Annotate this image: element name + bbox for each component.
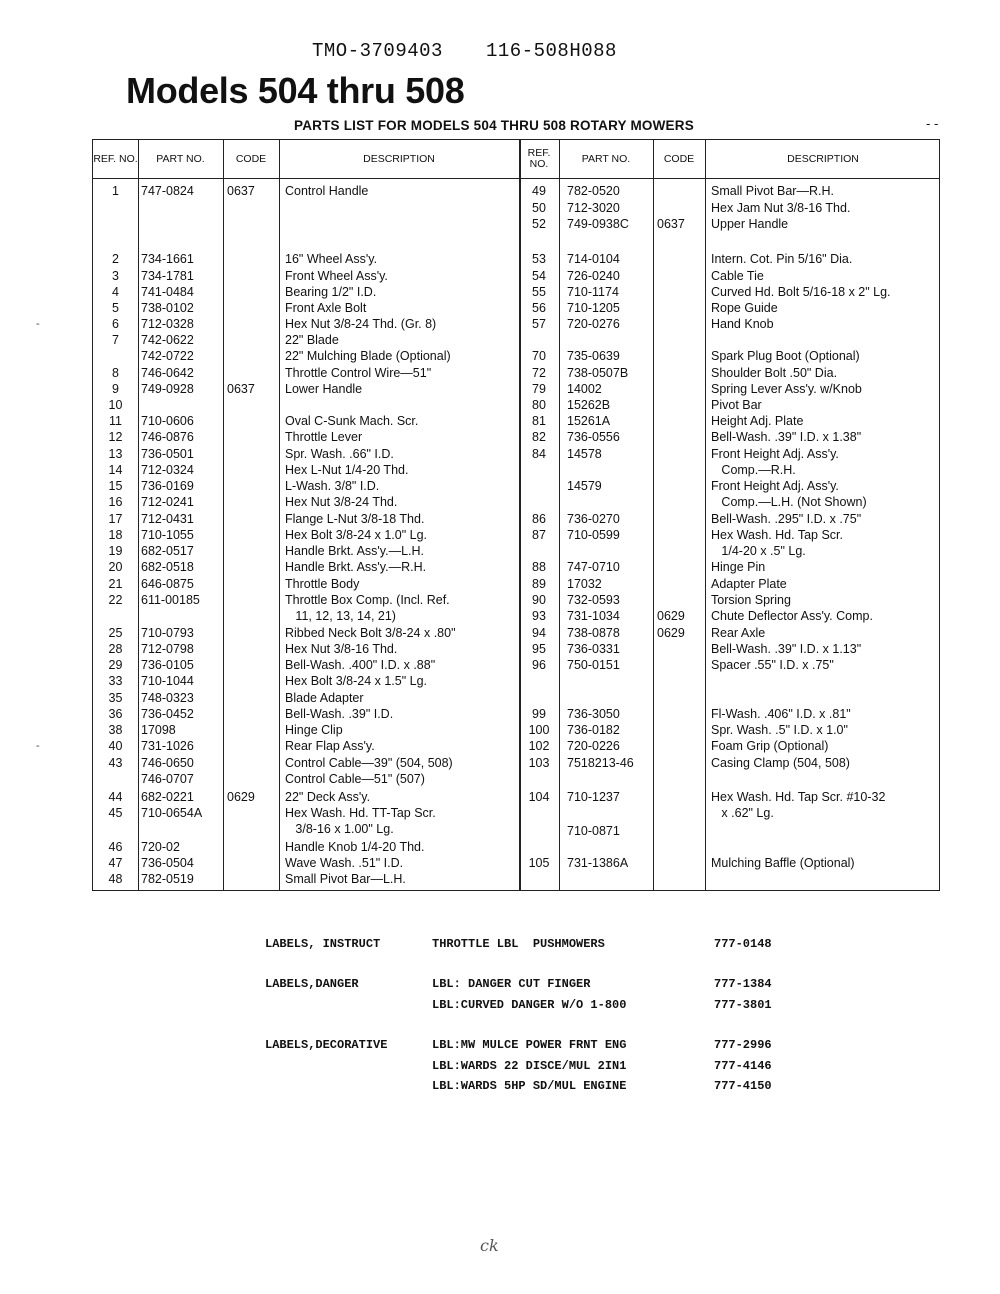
- description-cell: Hex Nut 3/8-16 Thd.: [285, 642, 398, 656]
- part-number-cell: 750-0151: [567, 658, 620, 672]
- part-number-cell: 710-1055: [141, 528, 194, 542]
- description-cell: Bell-Wash. .39" I.D.: [285, 707, 394, 721]
- label-description: LBL: DANGER CUT FINGER: [432, 977, 591, 991]
- description-cell: Small Pivot Bar—L.H.: [285, 872, 406, 886]
- description-cell: Bell-Wash. .39" I.D. x 1.38": [711, 430, 862, 444]
- ref-number-cell: 21: [108, 577, 123, 591]
- part-number-cell: 735-0639: [567, 349, 620, 363]
- description-cell: Intern. Cot. Pin 5/16" Dia.: [711, 252, 853, 266]
- description-cell: Small Pivot Bar—R.H.: [711, 184, 834, 198]
- ref-number-cell: 47: [108, 856, 123, 870]
- part-number-cell: 710-0606: [141, 414, 194, 428]
- part-number-cell: 15262B: [567, 398, 611, 412]
- description-cell: Hex Wash. Hd. TT-Tap Scr.: [285, 806, 436, 820]
- description-cell: x .62" Lg.: [711, 806, 774, 820]
- ref-number-cell: 14: [108, 463, 123, 477]
- ref-number-cell: 5: [112, 301, 119, 315]
- part-number-cell: 736-0105: [141, 658, 194, 672]
- part-number-cell: 736-0556: [567, 430, 620, 444]
- description-cell: Casing Clamp (504, 508): [711, 756, 850, 770]
- part-number-cell: 731-1034: [567, 609, 620, 623]
- ref-number-cell: 1: [112, 184, 119, 198]
- ref-number-cell: 16: [108, 495, 123, 509]
- column-divider: [223, 140, 224, 890]
- label-category: LABELS,DECORATIVE: [265, 1038, 388, 1052]
- label-description: LBL:WARDS 22 DISCE/MUL 2IN1: [432, 1059, 627, 1073]
- part-number-cell: 747-0824: [141, 184, 194, 198]
- ref-number-cell: 80: [532, 398, 546, 412]
- description-cell: Torsion Spring: [711, 593, 791, 607]
- column-divider: [653, 140, 654, 890]
- part-number-cell: 736-0270: [567, 512, 620, 526]
- code-cell: 0629: [227, 790, 255, 804]
- part-number-cell: 748-0323: [141, 691, 194, 705]
- label-description: THROTTLE LBL PUSHMOWERS: [432, 937, 605, 951]
- description-cell: Comp.—L.H. (Not Shown): [711, 495, 867, 509]
- ref-number-cell: 79: [532, 382, 546, 396]
- description-cell: Fl-Wash. .406" I.D. x .81": [711, 707, 851, 721]
- part-number-cell: 14002: [567, 382, 602, 396]
- description-cell: 22" Deck Ass'y.: [285, 790, 371, 804]
- label-part-number: 777-0148: [714, 937, 772, 951]
- ref-number-cell: 43: [108, 756, 123, 770]
- part-number-cell: 736-0169: [141, 479, 194, 493]
- part-number-cell: 682-0518: [141, 560, 194, 574]
- ref-number-cell: 36: [108, 707, 123, 721]
- part-number-cell: 710-1237: [567, 790, 620, 804]
- part-number-cell: 738-0878: [567, 626, 620, 640]
- label-part-number: 777-4146: [714, 1059, 772, 1073]
- column-header-part-no: PART NO.: [581, 152, 631, 165]
- part-number-cell: 714-0104: [567, 252, 620, 266]
- part-number-cell: 738-0102: [141, 301, 194, 315]
- ref-number-cell: 94: [532, 626, 546, 640]
- ref-number-cell: 10: [108, 398, 123, 412]
- part-number-cell: 720-0276: [567, 317, 620, 331]
- description-cell: Hex Nut 3/8-24 Thd. (Gr. 8): [285, 317, 437, 331]
- ref-number-cell: 105: [528, 856, 550, 870]
- ref-number-cell: 89: [532, 577, 546, 591]
- description-cell: Rear Axle: [711, 626, 766, 640]
- description-cell: Upper Handle: [711, 217, 789, 231]
- part-number-cell: 15261A: [567, 414, 611, 428]
- column-divider: [559, 140, 560, 890]
- ref-number-cell: 81: [532, 414, 546, 428]
- label-description: LBL:WARDS 5HP SD/MUL ENGINE: [432, 1079, 627, 1093]
- part-number-cell: 726-0240: [567, 269, 620, 283]
- part-number-cell: 712-0241: [141, 495, 194, 509]
- ref-number-cell: 55: [532, 285, 546, 299]
- description-cell: Hinge Clip: [285, 723, 343, 737]
- ref-number-cell: 70: [532, 349, 546, 363]
- description-cell: L-Wash. 3/8" I.D.: [285, 479, 380, 493]
- part-number-cell: 7518213-46: [567, 756, 634, 770]
- ref-number-cell: 8: [112, 366, 119, 380]
- description-cell: Hand Knob: [711, 317, 774, 331]
- label-description: LBL:CURVED DANGER W/O 1-800: [432, 998, 627, 1012]
- ref-number-cell: 95: [532, 642, 546, 656]
- ref-number-cell: 72: [532, 366, 546, 380]
- part-number-cell: 741-0484: [141, 285, 194, 299]
- description-cell: Hex L-Nut 1/4-20 Thd.: [285, 463, 409, 477]
- ref-number-cell: 54: [532, 269, 546, 283]
- description-cell: Shoulder Bolt .50" Dia.: [711, 366, 838, 380]
- description-cell: Rear Flap Ass'y.: [285, 739, 375, 753]
- ref-number-cell: 12: [108, 430, 123, 444]
- label-part-number: 777-4150: [714, 1079, 772, 1093]
- ref-number-cell: 93: [532, 609, 546, 623]
- part-number-cell: 17098: [141, 723, 176, 737]
- description-cell: Hinge Pin: [711, 560, 766, 574]
- part-number-cell: 712-3020: [567, 201, 620, 215]
- column-divider: [279, 140, 280, 890]
- description-cell: Throttle Control Wire—51": [285, 366, 432, 380]
- part-number-cell: 611-00185: [141, 593, 200, 607]
- part-number-cell: 736-0501: [141, 447, 194, 461]
- ref-number-cell: 46: [108, 840, 123, 854]
- ref-number-cell: 18: [108, 528, 123, 542]
- description-cell: Handle Brkt. Ass'y.—L.H.: [285, 544, 425, 558]
- margin-tick: -: [36, 318, 40, 330]
- part-number-cell: 749-0938C: [567, 217, 629, 231]
- ref-number-cell: 2: [112, 252, 119, 266]
- description-cell: Ribbed Neck Bolt 3/8-24 x .80": [285, 626, 456, 640]
- ref-number-cell: 45: [108, 806, 123, 820]
- description-cell: Bearing 1/2" I.D.: [285, 285, 377, 299]
- part-number-cell: 646-0875: [141, 577, 194, 591]
- part-number-cell: 782-0520: [567, 184, 620, 198]
- description-cell: Spark Plug Boot (Optional): [711, 349, 860, 363]
- description-cell: Handle Knob 1/4-20 Thd.: [285, 840, 425, 854]
- ref-number-cell: 84: [532, 447, 546, 461]
- part-number-cell: 712-0328: [141, 317, 194, 331]
- ref-number-cell: 88: [532, 560, 546, 574]
- description-cell: Cable Tie: [711, 269, 764, 283]
- description-cell: Spacer .55" I.D. x .75": [711, 658, 834, 672]
- description-cell: Hex Nut 3/8-24 Thd.: [285, 495, 398, 509]
- description-cell: Control Handle: [285, 184, 369, 198]
- description-cell: Throttle Lever: [285, 430, 363, 444]
- part-number-cell: 712-0798: [141, 642, 194, 656]
- ref-number-cell: 100: [528, 723, 550, 737]
- ref-number-cell: 15: [108, 479, 123, 493]
- ref-number-cell: 11: [109, 414, 122, 428]
- part-number-cell: 14578: [567, 447, 602, 461]
- ref-number-cell: 9: [112, 382, 119, 396]
- part-number-cell: 746-0707: [141, 772, 194, 786]
- part-number-cell: 736-3050: [567, 707, 620, 721]
- description-cell: Throttle Box Comp. (Incl. Ref.: [285, 593, 450, 607]
- column-header-ref-no: REF. NO.: [527, 147, 551, 170]
- description-cell: Bell-Wash. .39" I.D. x 1.13": [711, 642, 862, 656]
- description-cell: Hex Wash. Hd. Tap Scr.: [711, 528, 843, 542]
- part-number-cell: 746-0642: [141, 366, 194, 380]
- ref-number-cell: 102: [528, 739, 550, 753]
- part-number-cell: 736-0452: [141, 707, 194, 721]
- label-part-number: 777-2996: [714, 1038, 772, 1052]
- part-number-cell: 710-0654A: [141, 806, 203, 820]
- ref-number-cell: 87: [532, 528, 546, 542]
- ref-number-cell: 35: [108, 691, 123, 705]
- ref-number-cell: 7: [112, 333, 119, 347]
- part-number-cell: 720-02: [141, 840, 180, 854]
- ref-number-cell: 50: [532, 201, 546, 215]
- description-cell: Chute Deflector Ass'y. Comp.: [711, 609, 873, 623]
- description-cell: Pivot Bar: [711, 398, 762, 412]
- ref-number-cell: 40: [108, 739, 123, 753]
- description-cell: Mulching Baffle (Optional): [711, 856, 855, 870]
- label-part-number: 777-1384: [714, 977, 772, 991]
- description-cell: Comp.—R.H.: [711, 463, 796, 477]
- ref-number-cell: 25: [108, 626, 123, 640]
- part-number-cell: 747-0710: [567, 560, 620, 574]
- ref-number-cell: 86: [532, 512, 546, 526]
- part-number-cell: 731-1026: [141, 739, 194, 753]
- code-cell: 0637: [657, 217, 685, 231]
- part-number-cell: 17032: [567, 577, 602, 591]
- ref-number-cell: 57: [532, 317, 546, 331]
- part-number-cell: 710-0793: [141, 626, 194, 640]
- description-cell: Blade Adapter: [285, 691, 364, 705]
- part-number-cell: 742-0722: [141, 349, 194, 363]
- part-number-cell: 712-0431: [141, 512, 194, 526]
- description-cell: 3/8-16 x 1.00" Lg.: [285, 822, 394, 836]
- label-category: LABELS, INSTRUCT: [265, 937, 381, 951]
- description-cell: 22" Blade: [285, 333, 339, 347]
- part-number-cell: 731-1386A: [567, 856, 629, 870]
- column-header-ref-no: REF. NO.: [93, 152, 138, 165]
- description-cell: Front Axle Bolt: [285, 301, 367, 315]
- column-divider: [705, 140, 706, 890]
- ref-number-cell: 48: [108, 872, 123, 886]
- part-number-cell: 720-0226: [567, 739, 620, 753]
- ref-number-cell: 17: [108, 512, 123, 526]
- ref-number-cell: 49: [532, 184, 546, 198]
- part-number-cell: 738-0507B: [567, 366, 629, 380]
- description-cell: 1/4-20 x .5" Lg.: [711, 544, 806, 558]
- description-cell: Hex Bolt 3/8-24 x 1.5" Lg.: [285, 674, 428, 688]
- ref-number-cell: 19: [108, 544, 123, 558]
- code-cell: 0629: [657, 609, 685, 623]
- ref-number-cell: 3: [112, 269, 119, 283]
- ref-number-cell: 82: [532, 430, 546, 444]
- description-cell: Front Wheel Ass'y.: [285, 269, 388, 283]
- description-cell: Height Adj. Plate: [711, 414, 804, 428]
- part-number-cell: 736-0182: [567, 723, 620, 737]
- header-rule: [93, 178, 939, 179]
- column-divider: [138, 140, 139, 890]
- description-cell: Spring Lever Ass'y. w/Knob: [711, 382, 862, 396]
- part-number-cell: 712-0324: [141, 463, 194, 477]
- ref-number-cell: 44: [108, 790, 123, 804]
- part-number-cell: 736-0331: [567, 642, 620, 656]
- part-number-cell: 746-0650: [141, 756, 194, 770]
- part-number-cell: 710-0599: [567, 528, 620, 542]
- description-cell: Curved Hd. Bolt 5/16-18 x 2" Lg.: [711, 285, 891, 299]
- corner-mark: - -: [926, 116, 939, 131]
- part-number-cell: 710-1044: [141, 674, 194, 688]
- description-cell: Hex Wash. Hd. Tap Scr. #10-32: [711, 790, 886, 804]
- header-tm-number: TMO-3709403: [312, 40, 443, 62]
- part-number-cell: 749-0928: [141, 382, 194, 396]
- part-number-cell: 732-0593: [567, 593, 620, 607]
- ref-number-cell: 90: [532, 593, 546, 607]
- ref-number-cell: 4: [112, 285, 119, 299]
- description-cell: 16" Wheel Ass'y.: [285, 252, 378, 266]
- part-number-cell: 742-0622: [141, 333, 194, 347]
- page-subtitle: PARTS LIST FOR MODELS 504 THRU 508 ROTARY MOWERS: [294, 118, 694, 133]
- description-cell: Oval C-Sunk Mach. Scr.: [285, 414, 419, 428]
- part-number-cell: 682-0517: [141, 544, 194, 558]
- ref-number-cell: 28: [108, 642, 123, 656]
- description-cell: Throttle Body: [285, 577, 360, 591]
- ref-number-cell: 52: [532, 217, 546, 231]
- label-part-number: 777-3801: [714, 998, 772, 1012]
- code-cell: 0629: [657, 626, 685, 640]
- description-cell: 22" Mulching Blade (Optional): [285, 349, 451, 363]
- ref-number-cell: 104: [528, 790, 550, 804]
- ref-number-cell: 13: [108, 447, 123, 461]
- label-description: LBL:MW MULCE POWER FRNT ENG: [432, 1038, 627, 1052]
- page-title: Models 504 thru 508: [126, 70, 465, 111]
- column-header-code: CODE: [663, 152, 695, 165]
- part-number-cell: 710-0871: [567, 824, 620, 838]
- part-number-cell: 782-0519: [141, 872, 194, 886]
- description-cell: Flange L-Nut 3/8-18 Thd.: [285, 512, 425, 526]
- ref-number-cell: 38: [108, 723, 123, 737]
- description-cell: Handle Brkt. Ass'y.—R.H.: [285, 560, 427, 574]
- ref-number-cell: 96: [532, 658, 546, 672]
- description-cell: Lower Handle: [285, 382, 363, 396]
- description-cell: Front Height Adj. Ass'y.: [711, 447, 839, 461]
- ref-number-cell: 56: [532, 301, 546, 315]
- parts-table: [92, 139, 940, 891]
- ref-number-cell: 29: [108, 658, 123, 672]
- handwritten-mark: ck: [480, 1236, 499, 1255]
- ref-number-cell: 99: [532, 707, 546, 721]
- description-cell: 11, 12, 13, 14, 21): [285, 609, 396, 623]
- margin-tick: -: [36, 740, 40, 752]
- part-number-cell: 710-1205: [567, 301, 620, 315]
- description-cell: Spr. Wash. .5" I.D. x 1.0": [711, 723, 848, 737]
- code-cell: 0637: [227, 382, 255, 396]
- code-cell: 0637: [227, 184, 255, 198]
- part-number-cell: 14579: [567, 479, 602, 493]
- part-number-cell: 710-1174: [567, 285, 619, 299]
- description-cell: Control Cable—39" (504, 508): [285, 756, 453, 770]
- description-cell: Front Height Adj. Ass'y.: [711, 479, 839, 493]
- part-number-cell: 682-0221: [141, 790, 194, 804]
- description-cell: Spr. Wash. .66" I.D.: [285, 447, 394, 461]
- part-number-cell: 736-0504: [141, 856, 194, 870]
- description-cell: Foam Grip (Optional): [711, 739, 829, 753]
- ref-number-cell: 103: [528, 756, 550, 770]
- description-cell: Bell-Wash. .295" I.D. x .75": [711, 512, 862, 526]
- description-cell: Wave Wash. .51" I.D.: [285, 856, 404, 870]
- column-header-description: DESCRIPTION: [363, 152, 435, 165]
- ref-number-cell: 20: [108, 560, 123, 574]
- ref-number-cell: 22: [108, 593, 123, 607]
- column-header-part-no: PART NO.: [156, 152, 205, 165]
- description-cell: Bell-Wash. .400" I.D. x .88": [285, 658, 436, 672]
- header-ref-number: 116-508H088: [486, 40, 617, 62]
- column-header-description: DESCRIPTION: [787, 152, 859, 165]
- column-header-code: CODE: [235, 152, 267, 165]
- description-cell: Adapter Plate: [711, 577, 787, 591]
- description-cell: Hex Jam Nut 3/8-16 Thd.: [711, 201, 851, 215]
- description-cell: Control Cable—51" (507): [285, 772, 425, 786]
- description-cell: Rope Guide: [711, 301, 778, 315]
- part-number-cell: 734-1661: [141, 252, 194, 266]
- ref-number-cell: 53: [532, 252, 546, 266]
- description-cell: Hex Bolt 3/8-24 x 1.0" Lg.: [285, 528, 428, 542]
- ref-number-cell: 33: [108, 674, 123, 688]
- label-category: LABELS,DANGER: [265, 977, 359, 991]
- ref-number-cell: 6: [112, 317, 119, 331]
- part-number-cell: 734-1781: [141, 269, 194, 283]
- part-number-cell: 746-0876: [141, 430, 194, 444]
